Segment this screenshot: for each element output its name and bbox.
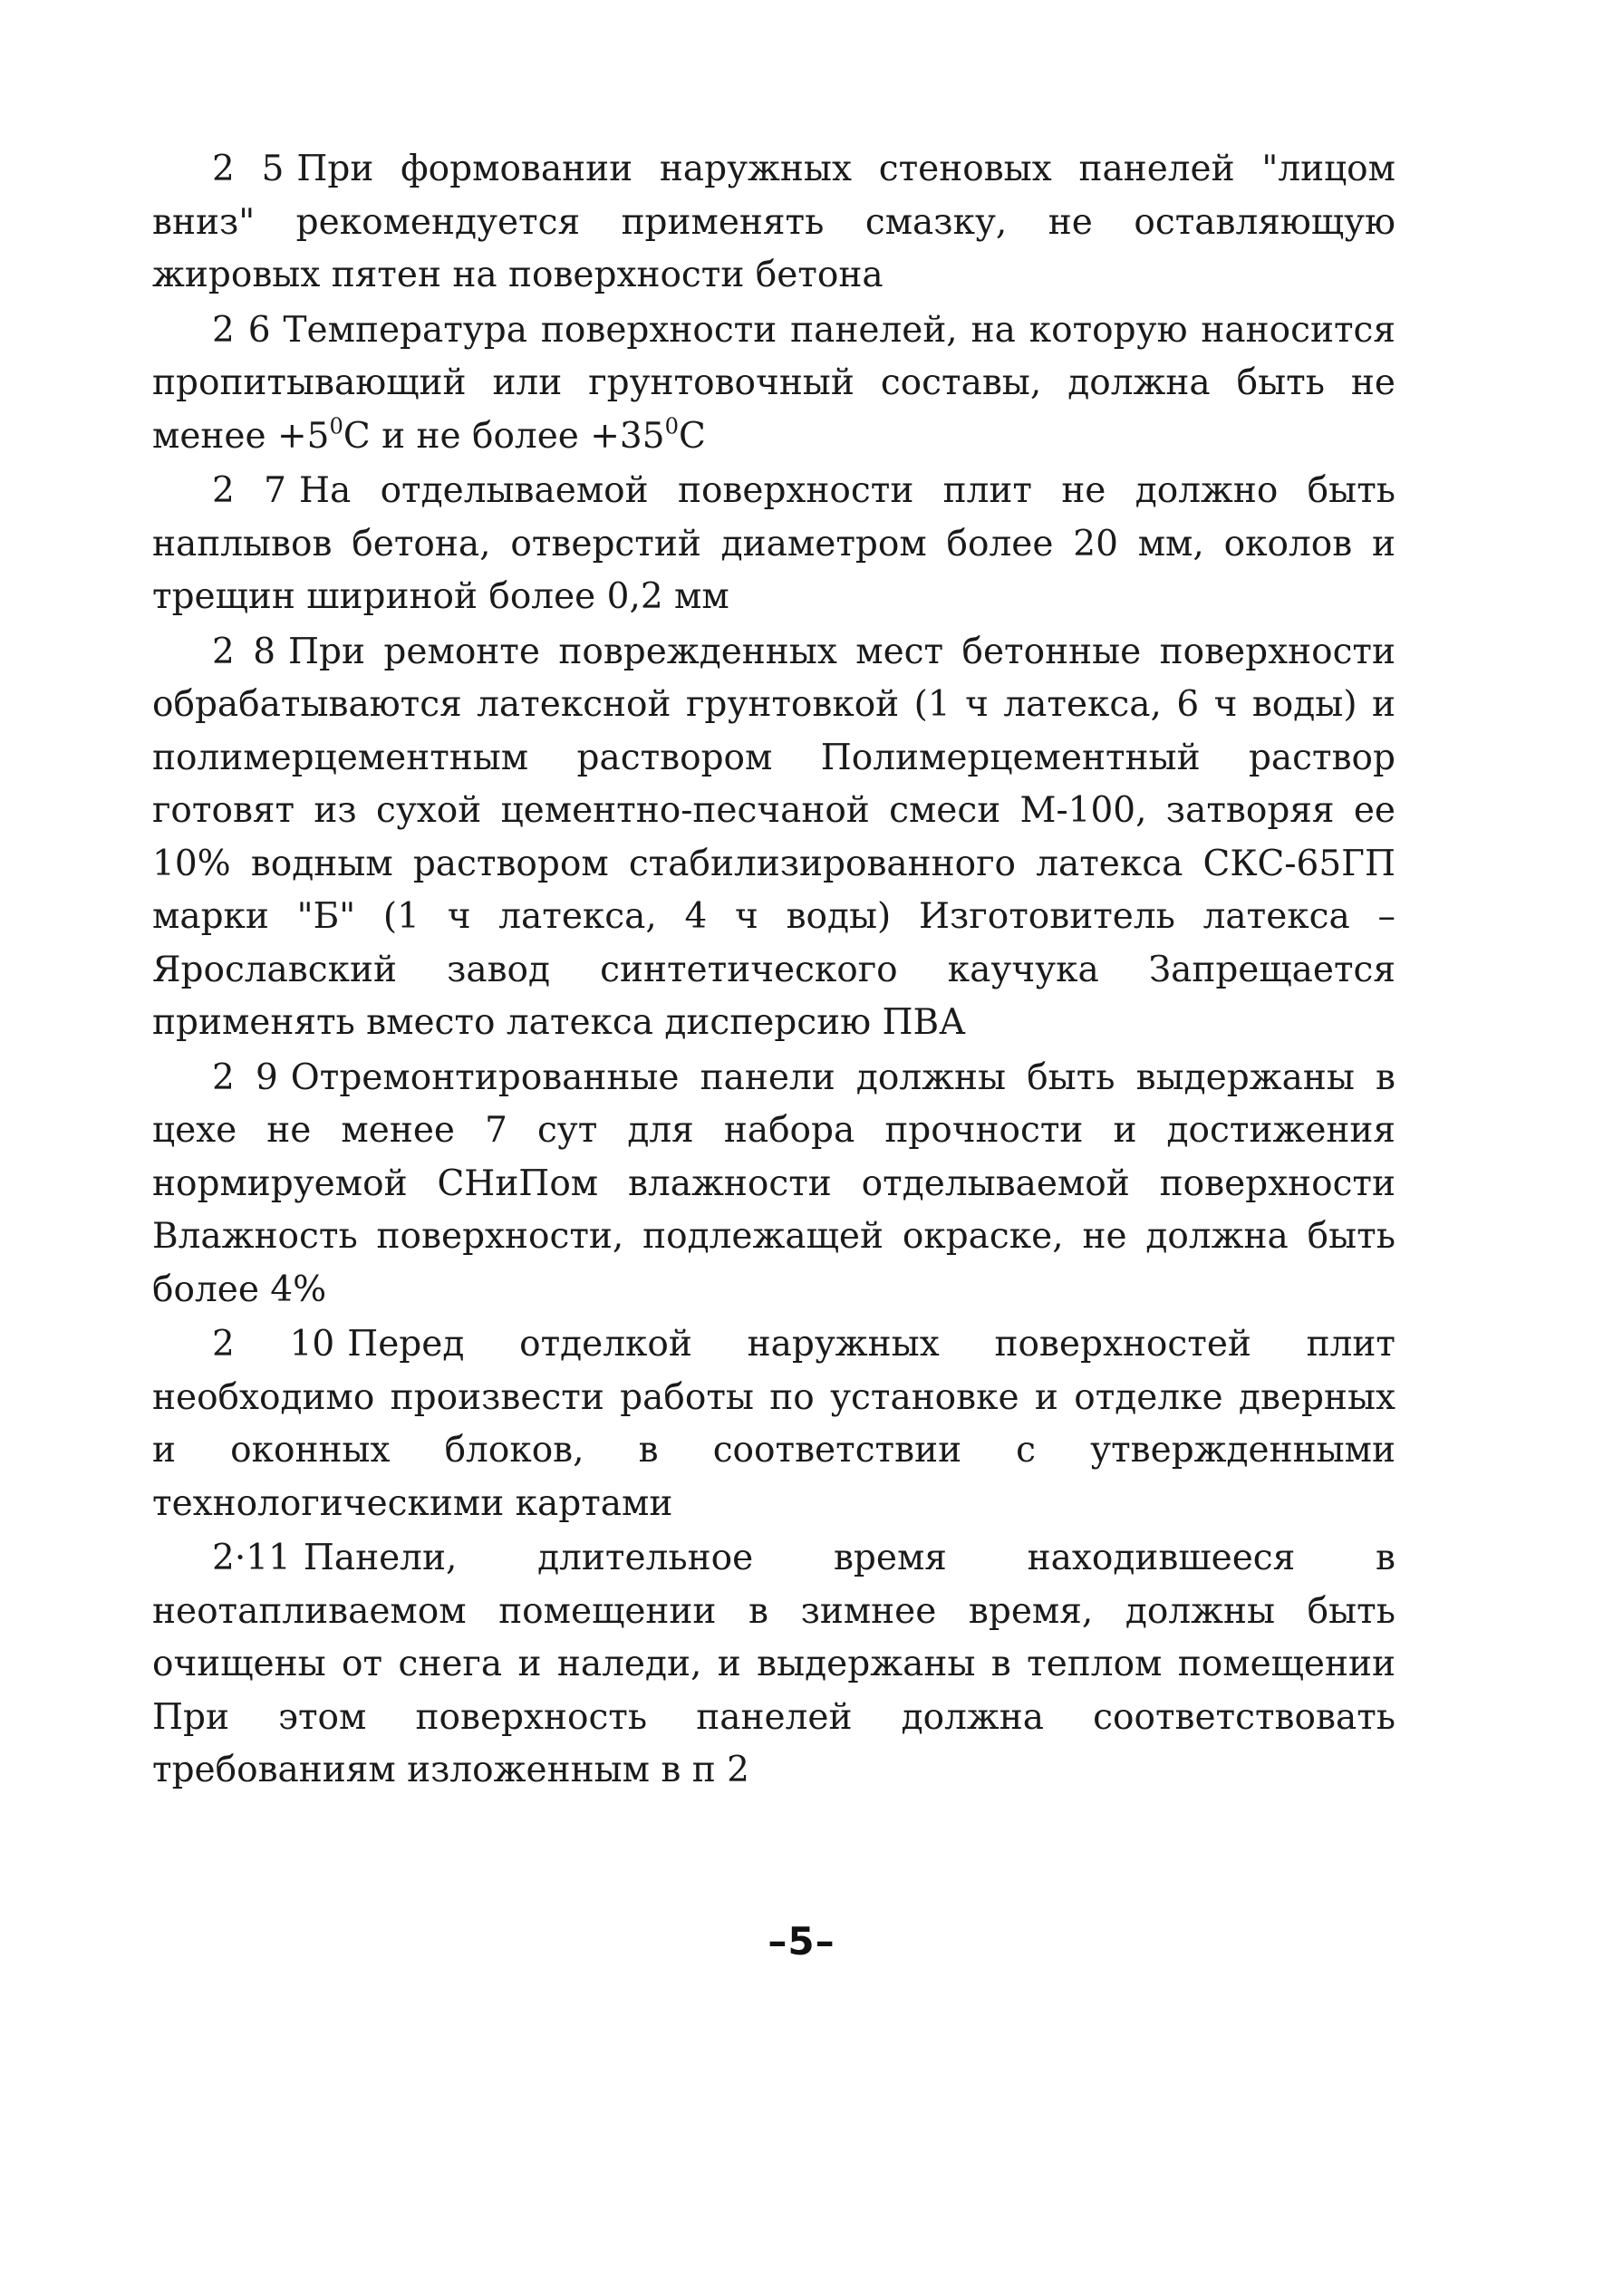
document-body bbox=[152, 143, 1395, 1799]
paragraph-text: Панели, длительное время находившееся в неотапливаемом помещении в зимнее время, должны быть очищены от снега и наледи, и выдержаны в теплом помещении При этом поверхность панелей должна соответствовать требованиям изложенным в п 2 bbox=[152, 1538, 1395, 1790]
paragraph-number: 2 6 bbox=[212, 309, 271, 351]
degree-superscript: 0 bbox=[664, 412, 679, 439]
degree-superscript: 0 bbox=[329, 412, 343, 439]
paragraph-2-10 bbox=[152, 1318, 1395, 1530]
paragraph-number: 2·11 bbox=[212, 1538, 291, 1578]
paragraph-2-9 bbox=[152, 1052, 1395, 1317]
paragraph-2-6 bbox=[152, 304, 1395, 464]
paragraph-number: 2 5 bbox=[212, 149, 285, 189]
paragraph-number: 2 10 bbox=[212, 1324, 335, 1365]
paragraph-2-5 bbox=[152, 143, 1395, 303]
paragraph-2-8 bbox=[152, 626, 1395, 1050]
paragraph-number: 2 9 bbox=[212, 1056, 278, 1098]
paragraph-number: 2 7 bbox=[212, 470, 286, 511]
paragraph-text: При формовании наружных стеновых панелей "лицом вниз" рекомендуется применять смазку, не оставляющую жировых пятен на поверхности бетона bbox=[152, 149, 1395, 295]
paragraph-text: На отделываемой поверхности плит не должно быть наплывов бетона, отверстий диаметром более 20 мм, околов и трещин шириной более 0,2 мм bbox=[152, 470, 1395, 617]
paragraph-text: Отремонтированные панели должны быть выдержаны в цехе не менее 7 сут для набора прочности и достижения нормируемой СНиПом влажности отделываемой поверхности Влажность поверхности, подлежащей окраске, не должна быть более 4% bbox=[152, 1056, 1395, 1310]
paragraph-2-7 bbox=[152, 465, 1395, 624]
paragraph-text: Температура поверхности панелей, на которую наносится пропитывающий или грунтовочный составы, должна быть не менее +5 bbox=[152, 309, 1395, 457]
paragraph-text: Перед отделкой наружных поверхностей плит необходимо произвести работы по установке и отделке дверных и оконных блоков, в соответствии с утвержденными технологическими картами bbox=[152, 1324, 1395, 1524]
paragraph-2-11 bbox=[152, 1532, 1395, 1798]
page-number: –5– bbox=[768, 1919, 835, 1963]
paragraph-text: При ремонте поврежденных мест бетонные поверхности обрабатываются латексной грунтовкой (1 ч латекса, 6 ч воды) и полимерцементным раствором Полимерцементный раствор готовят из сухой цементно-песчаной смеси М-100, затворяя ее 10% водным раствором стабилизированного латекса СКС-65ГП марки "Б" (1 ч латекса, 4 ч воды) Изготовитель латекса – Ярославский завод синтетического каучука Запрещается применять вместо латекса дисперсию ПВА bbox=[152, 631, 1395, 1043]
paragraph-text: С и не более +35 bbox=[343, 415, 665, 457]
paragraph-text: С bbox=[678, 415, 706, 457]
paragraph-number: 2 8 bbox=[212, 631, 276, 672]
